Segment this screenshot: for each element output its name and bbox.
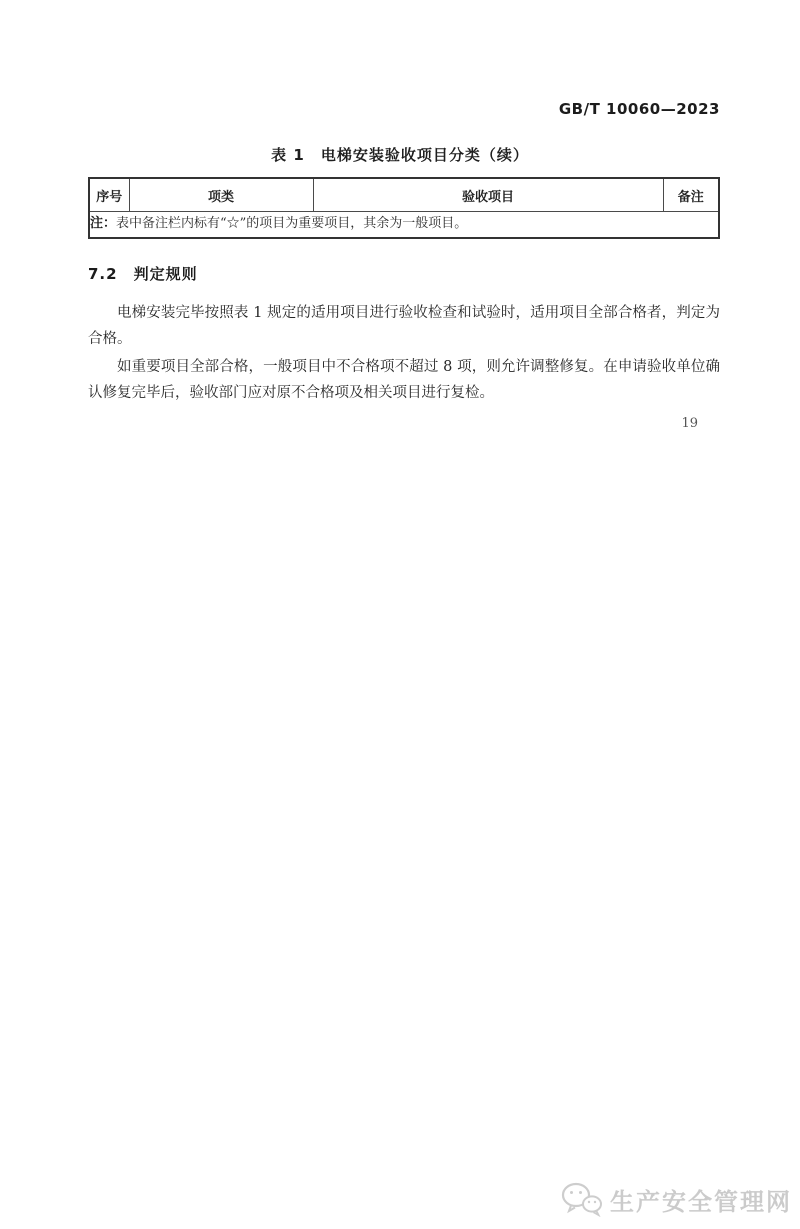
note-text: 表中备注栏内标有“☆”的项目为重要项目，其余为一般项目。 xyxy=(116,216,468,232)
column-header-category: 项类 xyxy=(129,178,313,212)
acceptance-table xyxy=(88,177,720,239)
watermark xyxy=(561,1181,792,1217)
table-note xyxy=(89,212,719,239)
column-header-number: 序号 xyxy=(89,178,129,212)
page-number: 19 xyxy=(681,416,698,431)
note-prefix: 注： xyxy=(90,216,117,232)
column-header-item: 验收项目 xyxy=(313,178,663,212)
column-header-remark: 备注 xyxy=(663,178,719,212)
table-title: 表 1 电梯安装验收项目分类（续） xyxy=(271,146,529,164)
wechat-icon xyxy=(561,1181,603,1217)
paragraph: 电梯安装完毕按照表 1 规定的适用项目进行验收检查和试验时，适用项目全部合格者，判定为合格。 xyxy=(88,305,720,347)
paragraph: 如重要项目全部合格，一般项目中不合格项不超过 8 项，则允许调整修复。在申请验收单位确认修复完毕后，验收部门应对原不合格项及相关项目进行复检。 xyxy=(88,359,720,401)
note-row xyxy=(89,212,719,239)
section-heading: 7.2 判定规则 xyxy=(88,265,198,283)
document-page xyxy=(0,100,800,1229)
standard-code: GB/T 10060—2023 xyxy=(558,100,720,118)
watermark-text: 生产安全管理网 xyxy=(610,1187,792,1216)
acceptance-table-header xyxy=(89,178,719,212)
acceptance-table-foot xyxy=(89,212,719,239)
